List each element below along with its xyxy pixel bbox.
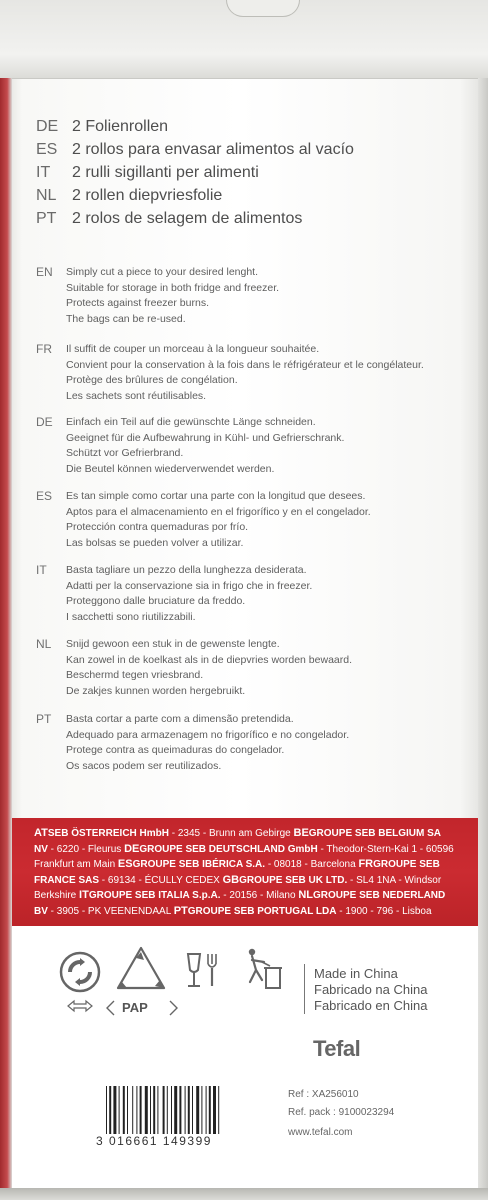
- made-in-line: Made in China: [314, 966, 398, 981]
- recycling-triangle-icon: [112, 944, 170, 996]
- lang-code: FR: [36, 342, 52, 356]
- country-code: GB: [222, 873, 240, 886]
- instruction-line: Protects against freezer burns.: [66, 297, 209, 309]
- ref-number: Ref : XA256010: [288, 1089, 359, 1100]
- instruction-line: Die Beutel können wiederverwendet werden.: [66, 462, 275, 475]
- instruction-line: Geeignet für die Aufbewahrung in Kühl- und Gefrierschrank.: [66, 431, 345, 444]
- company-name: GROUPE SEB PORTUGAL LDA: [187, 905, 337, 917]
- instruction-line: Basta tagliare un pezzo della lunghezza desiderata.: [66, 564, 307, 576]
- country-code: FR: [358, 858, 374, 870]
- company-name: GROUPE SEB NEDERLAND BV: [34, 890, 446, 917]
- company-address: - 08018 - Barcelona: [265, 859, 356, 870]
- box-right-edge: [478, 78, 488, 1188]
- company-name: GROUPE SEB UK LTD.: [239, 874, 348, 886]
- flap-notch: [226, 0, 300, 17]
- made-in-block: [314, 966, 427, 1014]
- instruction-line: Es tan simple como cortar una parte con la longitud que desees.: [66, 490, 366, 502]
- country-code: DE: [124, 842, 140, 855]
- barcode: [104, 1086, 274, 1134]
- headline-row-pt: [36, 210, 302, 232]
- box-left-edge: [0, 78, 12, 1188]
- instruction-line: Il suffit de couper un morceau à la longueur souhaitée.: [66, 343, 320, 355]
- company-address: - 69134 - ÉCULLY CEDEX: [99, 874, 220, 886]
- instruction-line: Beschermd tegen vriesbrand.: [66, 669, 204, 681]
- lang-code: NL: [36, 187, 57, 204]
- lang-code: NL: [36, 637, 52, 651]
- company-name: GROUPE SEB BELGIUM SA NV: [34, 828, 441, 855]
- lang-code: DE: [36, 118, 59, 135]
- lang-code: PT: [36, 210, 57, 227]
- instruction-line: Basta cortar a parte com a dimensão pretendida.: [66, 713, 294, 725]
- box-top-flap: [0, 0, 488, 79]
- food-safe-icon: [182, 948, 226, 992]
- lang-code: EN: [36, 265, 53, 279]
- company-name: GROUPE SEB FRANCE SAS: [34, 859, 440, 886]
- made-in-divider: [304, 964, 305, 1014]
- headline-text: 2 Folienrollen: [72, 118, 169, 135]
- made-in-line: Fabricado na China: [314, 982, 428, 997]
- country-code: ES: [117, 858, 133, 870]
- headline-text: 2 rollos para envasar alimentos al vacío: [72, 141, 354, 158]
- instruction-line: Snijd gewoon een stuk in de gewenste lengte.: [66, 638, 280, 650]
- company-name: SEB ÖSTERREICH HmbH: [47, 828, 169, 839]
- company-address: - Theodor-Stern-Kai 1 - 60596 Frankfurt am Main: [34, 843, 454, 870]
- headline-row-de: [36, 118, 168, 140]
- instruction-line: Adequado para armazenagem no frigorífico e no congelador.: [66, 728, 350, 741]
- instruction-line: The bags can be re-used.: [66, 312, 186, 325]
- company-name: GROUPE SEB DEUTSCHLAND GmbH: [139, 843, 318, 855]
- instruction-line: I sacchetti sono riutilizzabili.: [66, 610, 196, 623]
- tefal-logo: [313, 1036, 360, 1062]
- green-dot-icon: [58, 950, 102, 994]
- headline-text: 2 rollen diepvriesfolie: [72, 187, 223, 204]
- headline-row-it: [36, 164, 259, 186]
- box-bottom-edge: [0, 1188, 488, 1200]
- instruction-line: De zakjes kunnen worden hergebruikt.: [66, 684, 246, 697]
- instruction-line: Suitable for storage in both fridge and freezer.: [66, 281, 280, 294]
- instruction-line: Las bolsas se pueden volver a utilizar.: [66, 536, 244, 549]
- brand-name: Tefal: [313, 1036, 361, 1061]
- distributor-addresses: [34, 826, 456, 919]
- headline-text: 2 rolos de selagem de alimentos: [72, 210, 303, 227]
- ref-pack-number: Ref. pack : 9100023294: [288, 1107, 395, 1118]
- company-address: - 3905 - PK VEENENDAAL: [47, 905, 171, 917]
- company-address: - SL4 1NA - Windsor Berkshire: [34, 874, 442, 901]
- instruction-line: Protección contra quemaduras por frío.: [66, 521, 249, 533]
- headline-row-es: [36, 141, 354, 163]
- company-name: GROUPE SEB ITALIA S.p.A.: [88, 890, 221, 901]
- country-code: IT: [79, 889, 89, 901]
- pap-label: PAP: [122, 1000, 148, 1015]
- lang-code: ES: [36, 141, 58, 158]
- instruction-line: Proteggono dalle bruciature da freddo.: [66, 595, 246, 607]
- lang-code: IT: [36, 164, 51, 181]
- company-address: - 6220 - Fleurus: [47, 843, 122, 855]
- instruction-line: Simply cut a piece to your desired lenght.: [66, 266, 259, 278]
- instruction-line: Kan zowel in de koelkast als in de diepvries worden bewaard.: [66, 653, 352, 666]
- barcode-number: 3 016661 149399: [96, 1134, 212, 1148]
- country-code: BE: [293, 827, 309, 839]
- made-in-line: Fabricado en China: [314, 998, 428, 1013]
- country-code: NL: [298, 889, 313, 901]
- instruction-line: Os sacos podem ser reutilizados.: [66, 759, 222, 772]
- info-arrow-icon: [66, 999, 94, 1013]
- instruction-line: Convient pour la conservation à la fois dans le réfrigérateur et le congélateur.: [66, 358, 424, 371]
- instruction-line: Einfach ein Teil auf die gewünschte Länge schneiden.: [66, 416, 316, 428]
- instruction-line: Protège des brûlures de congélation.: [66, 374, 238, 386]
- lang-code: ES: [36, 489, 53, 503]
- lang-code: IT: [36, 563, 47, 577]
- website: www.tefal.com: [288, 1127, 353, 1138]
- lang-code: DE: [36, 415, 53, 429]
- country-code: AT: [34, 827, 48, 839]
- company-address: - 20156 - Milano: [220, 890, 296, 901]
- lang-code: PT: [36, 712, 52, 726]
- instruction-line: Les sachets sont réutilisables.: [66, 389, 207, 402]
- instruction-line: Adatti per la conservazione sia in frigo che in freezer.: [66, 579, 313, 592]
- instruction-line: Protege contra as queimaduras do congelador.: [66, 744, 285, 756]
- country-code: PT: [173, 904, 188, 917]
- company-address: - 2345 - Brunn am Gebirge: [168, 828, 291, 839]
- instruction-line: Schützt vor Gefrierbrand.: [66, 447, 184, 459]
- instruction-line: Aptos para el almacenamiento en el frigorífico y en el congelador.: [66, 505, 371, 518]
- company-name: GROUPE SEB IBÉRICA S.A.: [132, 859, 266, 870]
- dispose-in-bin-icon: [242, 946, 286, 994]
- company-address: - 1900 - 796 - Lisboa: [336, 905, 432, 917]
- headline-text: 2 rulli sigillanti per alimenti: [72, 164, 259, 181]
- headline-row-nl: [36, 187, 222, 209]
